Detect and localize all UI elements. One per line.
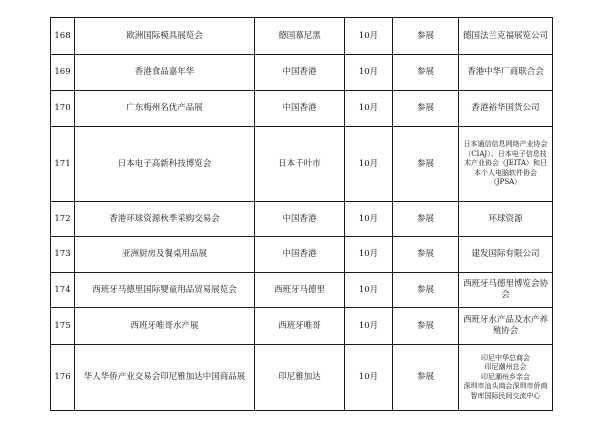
exhibition-month: 10月 [345,91,393,127]
exhibition-location: 中国香港 [255,202,345,237]
organizer: 德国法兰克福展览公司 [459,18,553,55]
exhibition-name: 日本电子高新科技博览会 [75,127,255,202]
exhibition-month: 10月 [345,308,393,345]
exhibition-location: 印尼雅加达 [255,345,345,411]
exhibition-name: 西班牙马德里国际婴童用品贸易展览会 [75,273,255,308]
row-number: 176 [51,345,75,411]
row-number: 171 [51,127,75,202]
participation-type: 参展 [393,127,459,202]
participation-type: 参展 [393,345,459,411]
exhibition-location: 中国香港 [255,237,345,273]
table-row [51,18,553,55]
participation-type: 参展 [393,237,459,273]
exhibition-name: 广东梅州名优产品展 [75,91,255,127]
participation-type: 参展 [393,55,459,91]
organizer: 日本通信信息网络产业协会（CIAJ）、日本电子信息技术产业协会（JEITA）和日本个人电脑软件协会 （JPSA） [459,127,553,202]
exhibition-location: 日本千叶市 [255,127,345,202]
exhibition-name: 香港食品嘉年华 [75,55,255,91]
row-number: 173 [51,237,75,273]
participation-type: 参展 [393,91,459,127]
exhibition-location: 德国慕尼黑 [255,18,345,55]
table-row [51,237,553,273]
exhibition-month: 10月 [345,18,393,55]
organizer: 西班牙马德里博览会协会 [459,273,553,308]
row-number: 174 [51,273,75,308]
participation-type: 参展 [393,18,459,55]
exhibition-month: 10月 [345,127,393,202]
exhibition-name: 华人华侨产业交易会印尼雅加达中国商品展 [75,345,255,411]
exhibition-location: 中国香港 [255,55,345,91]
row-number: 170 [51,91,75,127]
participation-type: 参展 [393,308,459,345]
participation-type: 参展 [393,273,459,308]
table-row [51,308,553,345]
participation-type: 参展 [393,202,459,237]
exhibition-table [50,17,553,411]
exhibition-location: 西班牙马德里 [255,273,345,308]
exhibition-month: 10月 [345,345,393,411]
table-row [51,127,553,202]
table-row [51,91,553,127]
table-row [51,345,553,411]
row-number: 168 [51,18,75,55]
exhibition-month: 10月 [345,273,393,308]
organizer: 香港中华厂商联合会 [459,55,553,91]
exhibition-month: 10月 [345,202,393,237]
exhibition-name: 亚洲厨房及餐桌用品展 [75,237,255,273]
organizer: 香港裕华国货公司 [459,91,553,127]
exhibition-month: 10月 [345,237,393,273]
table-row [51,55,553,91]
exhibition-location: 中国香港 [255,91,345,127]
organizer: 建发国际有限公司 [459,237,553,273]
table-row [51,202,553,237]
row-number: 172 [51,202,75,237]
organizer: 环球资源 [459,202,553,237]
row-number: 169 [51,55,75,91]
exhibition-name: 西班牙唯哥水产展 [75,308,255,345]
exhibition-name: 欧洲国际模具展览会 [75,18,255,55]
organizer: 印尼中华总商会 印尼潮州总会 印尼潮州乡亲会 深圳市汕头商会深圳市侨商智库国际民间交流中心 [459,345,553,411]
exhibition-month: 10月 [345,55,393,91]
exhibition-name: 香港环球资源秋季采购交易会 [75,202,255,237]
row-number: 175 [51,308,75,345]
table-row [51,273,553,308]
exhibition-location: 西班牙唯哥 [255,308,345,345]
organizer: 西班牙水产品及水产养殖协会 [459,308,553,345]
